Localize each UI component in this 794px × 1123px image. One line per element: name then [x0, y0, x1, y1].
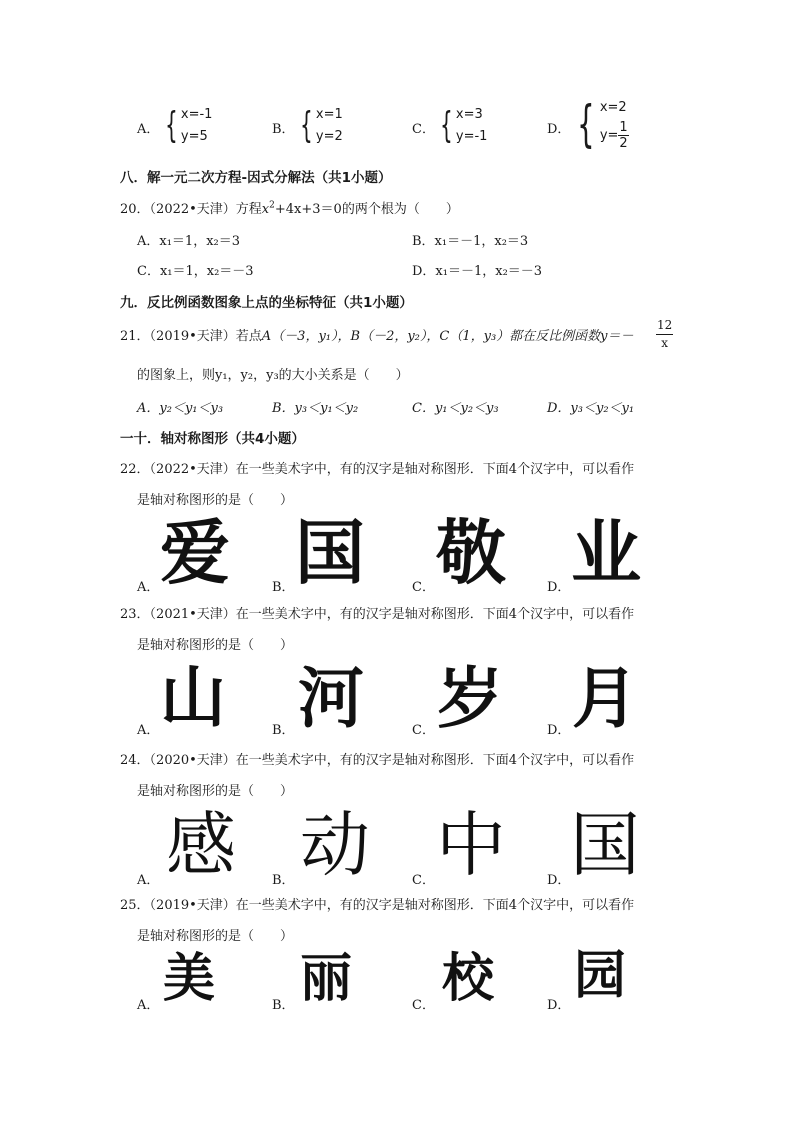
q24-stem-line2: 是轴对称图形的是（ ）: [137, 784, 294, 799]
q21-stem-line1: 21．（2019•天津）若点A（－3，y₁），B（－2，y₂），C（1，y₃）都在反比例函数y＝－: [120, 329, 634, 344]
q22-char-b: 国: [295, 512, 365, 594]
brace-icon: {: [300, 105, 313, 146]
q25-label-a: A．: [137, 998, 160, 1013]
q23-stem-line2: 是轴对称图形的是（ ）: [137, 638, 294, 653]
q25-char-a: 美: [163, 949, 216, 1009]
q20-option-d: D．x₁＝－1，x₂＝－3: [412, 264, 543, 279]
q23-label-d: D．: [547, 723, 571, 738]
q25-label-d: D．: [547, 998, 571, 1013]
option-b-eq1: x=1: [315, 107, 343, 122]
q21-fraction: $\frac{12}{x}$: [657, 318, 673, 350]
q22-label-c: C．: [412, 580, 435, 595]
q20-option-a: A．x₁＝1，x₂＝3: [137, 234, 241, 249]
q23-stem-line1: 23．（2021•天津）在一些美术字中，有的汉字是轴对称图形．下面4个汉字中，可以看作: [120, 607, 635, 622]
q25-char-d: 园: [574, 945, 627, 1006]
q22-char-a: 爱: [160, 512, 230, 594]
option-c-system: [435, 104, 487, 148]
q23-label-b: B．: [272, 723, 295, 738]
option-a-eq1: x=-1: [180, 107, 213, 122]
q22-char-c: 敬: [436, 512, 506, 594]
section-11-heading: 一十．轴对称图形（共4小题）: [120, 431, 305, 447]
option-d-label: D．: [547, 122, 571, 137]
option-b-label: B．: [272, 122, 295, 137]
q20-option-c: C．x₁＝1，x₂＝－3: [137, 264, 254, 279]
q24-label-d: D．: [547, 873, 571, 888]
q24-label-a: A．: [137, 873, 160, 888]
q23-char-a: 山: [160, 659, 226, 736]
q22-label-d: D．: [547, 580, 571, 595]
q25-stem-line2: 是轴对称图形的是（ ）: [137, 929, 294, 944]
q24-label-c: C．: [412, 873, 435, 888]
option-c-eq1: x=3: [455, 107, 483, 122]
q21-stem-line2: 的图象上，则y₁，y₂，y₃的大小关系是（ ）: [137, 368, 409, 383]
brace-icon: {: [165, 105, 178, 146]
q21-option-b: B．y₃＜y₁＜y₂: [272, 401, 359, 416]
q23-label-a: A．: [137, 723, 160, 738]
q24-char-c: 中: [436, 804, 506, 886]
option-c-eq2: y=-1: [455, 129, 488, 144]
option-b-eq2: y=2: [315, 129, 343, 144]
q25-char-c: 校: [442, 949, 495, 1009]
q24-stem-line1: 24．（2020•天津）在一些美术字中，有的汉字是轴对称图形．下面4个汉字中，可以看作: [120, 753, 635, 768]
option-a-eq2: y=5: [180, 129, 208, 144]
q24-label-b: B．: [272, 873, 295, 888]
section-9-heading: 九．反比例函数图象上点的坐标特征（共1小题）: [120, 295, 413, 311]
q24-char-a: 感: [166, 804, 236, 886]
q25-label-b: B．: [272, 998, 295, 1013]
q21-option-a: A．y₂＜y₁＜y₃: [137, 401, 224, 416]
option-d-eq1: x=2: [599, 100, 627, 115]
q25-char-b: 丽: [300, 948, 353, 1009]
q22-stem-line2: 是轴对称图形的是（ ）: [137, 493, 294, 508]
q20-option-b: B．x₁＝－1，x₂＝3: [412, 234, 529, 249]
q25-stem-line1: 25．（2019•天津）在一些美术字中，有的汉字是轴对称图形．下面4个汉字中，可以看作: [120, 898, 635, 913]
option-a-system: [160, 104, 212, 148]
q22-label-b: B．: [272, 580, 295, 595]
option-c-label: C．: [412, 122, 435, 137]
q21-option-c: C．y₁＜y₂＜y₃: [412, 401, 499, 416]
option-b-system: [295, 104, 343, 148]
option-d-eq2: y= $\frac{1}{2}$: [599, 120, 628, 151]
q23-char-d: 月: [572, 659, 638, 737]
option-d-system: [570, 96, 629, 151]
fraction: $\frac{1}{2}$: [619, 120, 628, 151]
q23-char-c: 岁: [437, 659, 503, 737]
option-a-label: A．: [137, 122, 160, 137]
q21-option-d: D．y₃＜y₂＜y₁: [547, 401, 635, 416]
q24-char-d: 国: [570, 804, 640, 886]
q23-char-b: 河: [298, 659, 364, 737]
q24-char-b: 动: [300, 804, 370, 886]
q23-label-c: C．: [412, 723, 435, 738]
q22-char-d: 业: [571, 512, 641, 594]
q22-stem-line1: 22．（2022•天津）在一些美术字中，有的汉字是轴对称图形．下面4个汉字中，可以看作: [120, 462, 635, 477]
section-8-heading: 八．解一元二次方程-因式分解法（共1小题）: [120, 170, 392, 186]
q25-label-c: C．: [412, 998, 435, 1013]
q20-stem: 20．（2022•天津）方程$x^2+4x+3=0$的两个根为（ ）: [120, 200, 459, 217]
q22-label-a: A．: [137, 580, 160, 595]
brace-icon: {: [577, 94, 595, 153]
brace-icon: {: [440, 105, 453, 146]
